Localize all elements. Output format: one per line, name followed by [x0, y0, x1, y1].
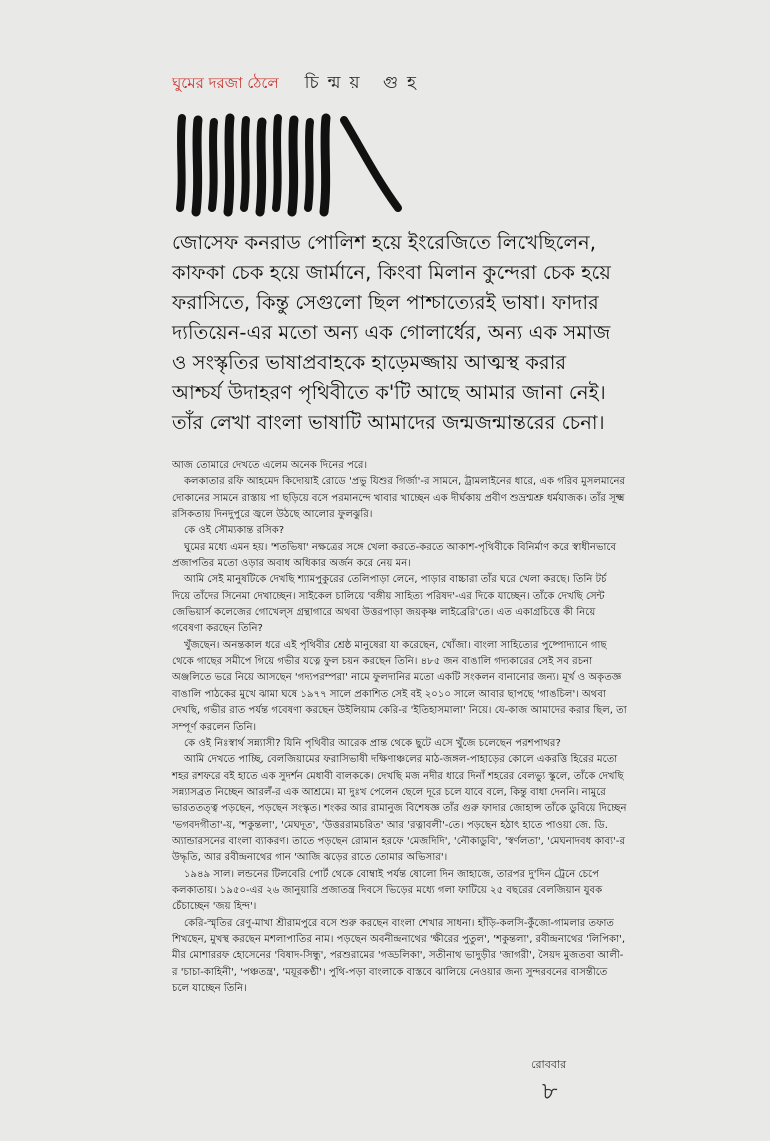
- body-paragraph: খুঁজছেন। অনন্তকাল ধরে এই পৃথিবীর শ্রেষ্ঠ মানুষেরা যা করেছেন, খোঁজা। বাংলা সাহিত্যের পুষ্পোদ্যানে গাছ থেকে গাছের সমীপে গিয়ে গভীর যত্নে ফুল চয়ন করছেন তিনি। ৪৮৫ জন বাঙালি গদ্যকারের সেই সব রচনা অঞ্জলিতে ভরে নিয়ে আসছেন 'গদ্যপরম্পরা' নামে ফুলদানির মতো একটি সংকলন বানানোর জন্য। মূর্খ ও অকৃতজ্ঞ বাঙালি পাঠকের মুখে ঝামা ঘষে ১৯৭৭ সালে প্রকাশিত সেই বই ২০১০ সালে আবার ছাপছে 'গাঙচিল'। অথবা দেখছি, গভীর রাত পর্যন্ত গবেষণা করছেন উইলিয়াম কেরি-র 'ইতিহাসমালা' নিয়ে। যে-কাজ আমাদের করার ছিল, তা সম্পূর্ণ করলেন তিনি।: [172, 639, 627, 733]
- body-paragraph: কে ওই নিঃস্বার্থ সন্ন্যাসী? যিনি পৃথিবীর আরেক প্রান্ত থেকে ছুটে এসে খুঁজে চলেছেন পরশপাথর?: [184, 737, 561, 749]
- body-paragraph: ১৯৪৯ সাল। লন্ডনের টিলবেরি পোর্ট থেকে বোম্বাই পর্যন্ত ষোলো দিন জাহাজে, তারপর দু'দিন ট্রেনে চেপে কলকাতায়। ১৯৫০-এর ২৬ জানুয়ারি প্রজাতন্ত্র দিবসে ভিড়ের মধ্যে গলা ফাটিয়ে ২৫ বছরের বেলজিয়ান যুবক চেঁচাচ্ছেন 'জয় হিন্দ'।: [172, 868, 603, 913]
- lead-paragraph: জোসেফ কনরাড পোলিশ হয়ে ইংরেজিতে লিখেছিলেন, কাফকা চেক হয়ে জার্মানে, কিংবা মিলান কুন্দেরা চেক হয়ে ফরাসিতে, কিন্তু সেগুলো ছিল পাশ্চাত্যেরই ভাষা। ফাদার দ্যতিয়েন-এর মতো অন্য এক গোলার্ধের, অন্য এক সমাজ ও সংস্কৃতির ভাষাপ্রবাহকে হাড়েমজ্জায় আত্মস্থ করার আশ্চর্য উদাহরণ পৃথিবীতে ক'টি আছে আমার জানা নেই। তাঁর লেখা বাংলা ভাষাটি আমাদের জন্মজন্মান্তরের চেনা।: [172, 231, 611, 434]
- body-paragraph: আমি সেই মানুষটিকে দেখছি শ্যামপুকুরের তেলিপাড়া লেনে, পাড়ার বাচ্চারা তাঁর ঘরে খেলা করছে। তিনি টর্চ দিয়ে তাঁদের সিনেমা দেখাচ্ছেন। সাইকেল চালিয়ে 'বঙ্গীয় সাহিত্য পরিষদ'-এর দিকে যাচ্ছেন। তাঁকে দেখছি সেন্ট জেভিয়ার্স কলেজের গোখেল্‌স গ্রন্থাগারে অথবা উত্তরপাড়া জয়কৃষ্ণ লাইব্রেরি'তে। এত একাগ্রচিত্তে কী নিয়ে গবেষণা করছেন তিনি?: [172, 574, 607, 635]
- body-paragraph: ঘুমের মধ্যে এমন হয়। 'শতভিষা' নক্ষত্রের সঙ্গে খেলা করতে-করতে আকাশ-পৃথিবীকে বিনির্মাণ করে স্বাধীনভাবে প্রজাপতির মতো ওড়ার অবাধ অধিকার অর্জন করে নেয় মন।: [172, 541, 617, 570]
- brush-stroke: [276, 118, 278, 208]
- body-paragraph: আজ তোমারে দেখতে এলেম অনেক দিনের পরে।: [172, 460, 368, 471]
- body-paragraph: কলকাতার রফি আহমেদ কিদোয়াই রোডে 'প্রভু যিশুর গির্জা'-র সামনে, ট্রামলাইনের ধারে, এক গরিব মুসলমানের দোকানের সামনে রাস্তায় পা ছড়িয়ে বসে পরমানন্দে খাবার খাচ্ছেন এক দীর্ঘকায় প্রবীণ শুভ্রশ্মশ্রু ধর্মযাজক। তাঁর সূক্ষ্ম রসিকতায় দিনদুপুরে জ্বলে উঠছে আলোর ফুলঝুরি।: [172, 476, 626, 521]
- brush-stroke: [228, 118, 230, 212]
- series-title: ঘুমের দরজা ঠেলে: [172, 74, 279, 92]
- body-paragraph: কে ওই সৌম্যকান্ত রসিক?: [184, 525, 285, 537]
- brush-stroke-diagonal: [344, 120, 398, 208]
- article-body: [172, 458, 627, 997]
- page-number: ৮: [542, 1077, 558, 1105]
- brush-stroke: [180, 118, 182, 208]
- body-paragraph: কেরি-স্মৃতির রেণু-মাখা শ্রীরামপুরে বসে শুরু করছেন বাংলা শেখার সাধনা। হাঁড়ি-কলসি-কুঁজো-গামলার তফাত শিখছেন, মুখস্থ করছেন মশলাপাতির নাম। পড়ছেন অবনীন্দ্রনাথের 'ক্ষীরের পুতুল', 'শকুন্তলা', রবীন্দ্রনাথের 'লিপিকা', মীর মোশাররফ হোসেনের 'বিষাদ-সিন্ধু', পরশুরামের 'গড্ডলিকা', সতীনাথ ভাদুড়ীর 'জাগরী', সৈয়দ মুজতবা আলী-র 'চাচা-কাহিনী', 'পঞ্চতন্ত্র', 'ময়ূরকণ্ঠী'। পুথি-পড়া বাংলাকে বাস্তবে ঝালিয়ে নেওয়ার জন্য সুন্দরবনের বাসন্তীতে চলে যাচ্ছেন তিনি।: [172, 917, 626, 994]
- article-header: [172, 70, 425, 98]
- body-paragraph: আমি দেখতে পাচ্ছি, বেলজিয়ামের ফরাসিভাষী দক্ষিণাঞ্চলের মাঠ-জঙ্গল-পাহাড়ের কোলে একরত্তি হিরের মতো শহর রশফরে বই হাতে এক সুদর্শন মেধাবী বালককে। দেখছি মজ নদীর ধারে দিনাঁ শহরের বেলভ্যু স্কুলে, তাঁকে দেখছি সন্ন্যাসব্রত নিচ্ছেন আরলঁ-র এক আশ্রমে। মা দুঃখ পেলেন ছেলে দূরে চলে যাবে বলে, কিন্তু বাধা দেননি। নামুরে ভারততত্ত্ব পড়ছেন, পড়ছেন সংস্কৃত। শংকর আর রামানুজ বিশেষজ্ঞ তাঁর গুরু ফাদার জোহান্স তাঁকে ডুবিয়ে দিচ্ছেন 'ভগবদগীতা'-য়, 'শকুন্তলা', 'মেঘদূত', 'উত্তররামচরিত' আর 'রত্নাবলী'-তে। পড়ছেন হঠাৎ হাতে পাওয়া জে. ডি. অ্যান্ডারসনের বাংলা ব্যাকরণ। তাতে পড়ছেন রোমান হরফে 'মেজদিদি', 'নৌকাডুবি', 'স্বর্ণলতা', 'মেঘনাদবধ কাব্য'-র উদ্ধৃতি, আর রবীন্দ্রনাথের গান 'আজি ঝড়ের রাতে তোমার অভিসার'।: [172, 754, 627, 864]
- author-name: চিন্ময় গুহ: [304, 73, 425, 93]
- brush-stroke: [308, 122, 310, 208]
- magazine-name: রোববার: [531, 1058, 567, 1071]
- brush-stroke: [196, 120, 198, 212]
- brush-stroke: [212, 122, 214, 208]
- brush-stroke: [292, 120, 294, 212]
- brush-stroke: [260, 122, 262, 212]
- brush-stroke: [324, 118, 326, 212]
- brush-strokes-icon: [176, 108, 406, 220]
- brush-stroke: [244, 120, 246, 208]
